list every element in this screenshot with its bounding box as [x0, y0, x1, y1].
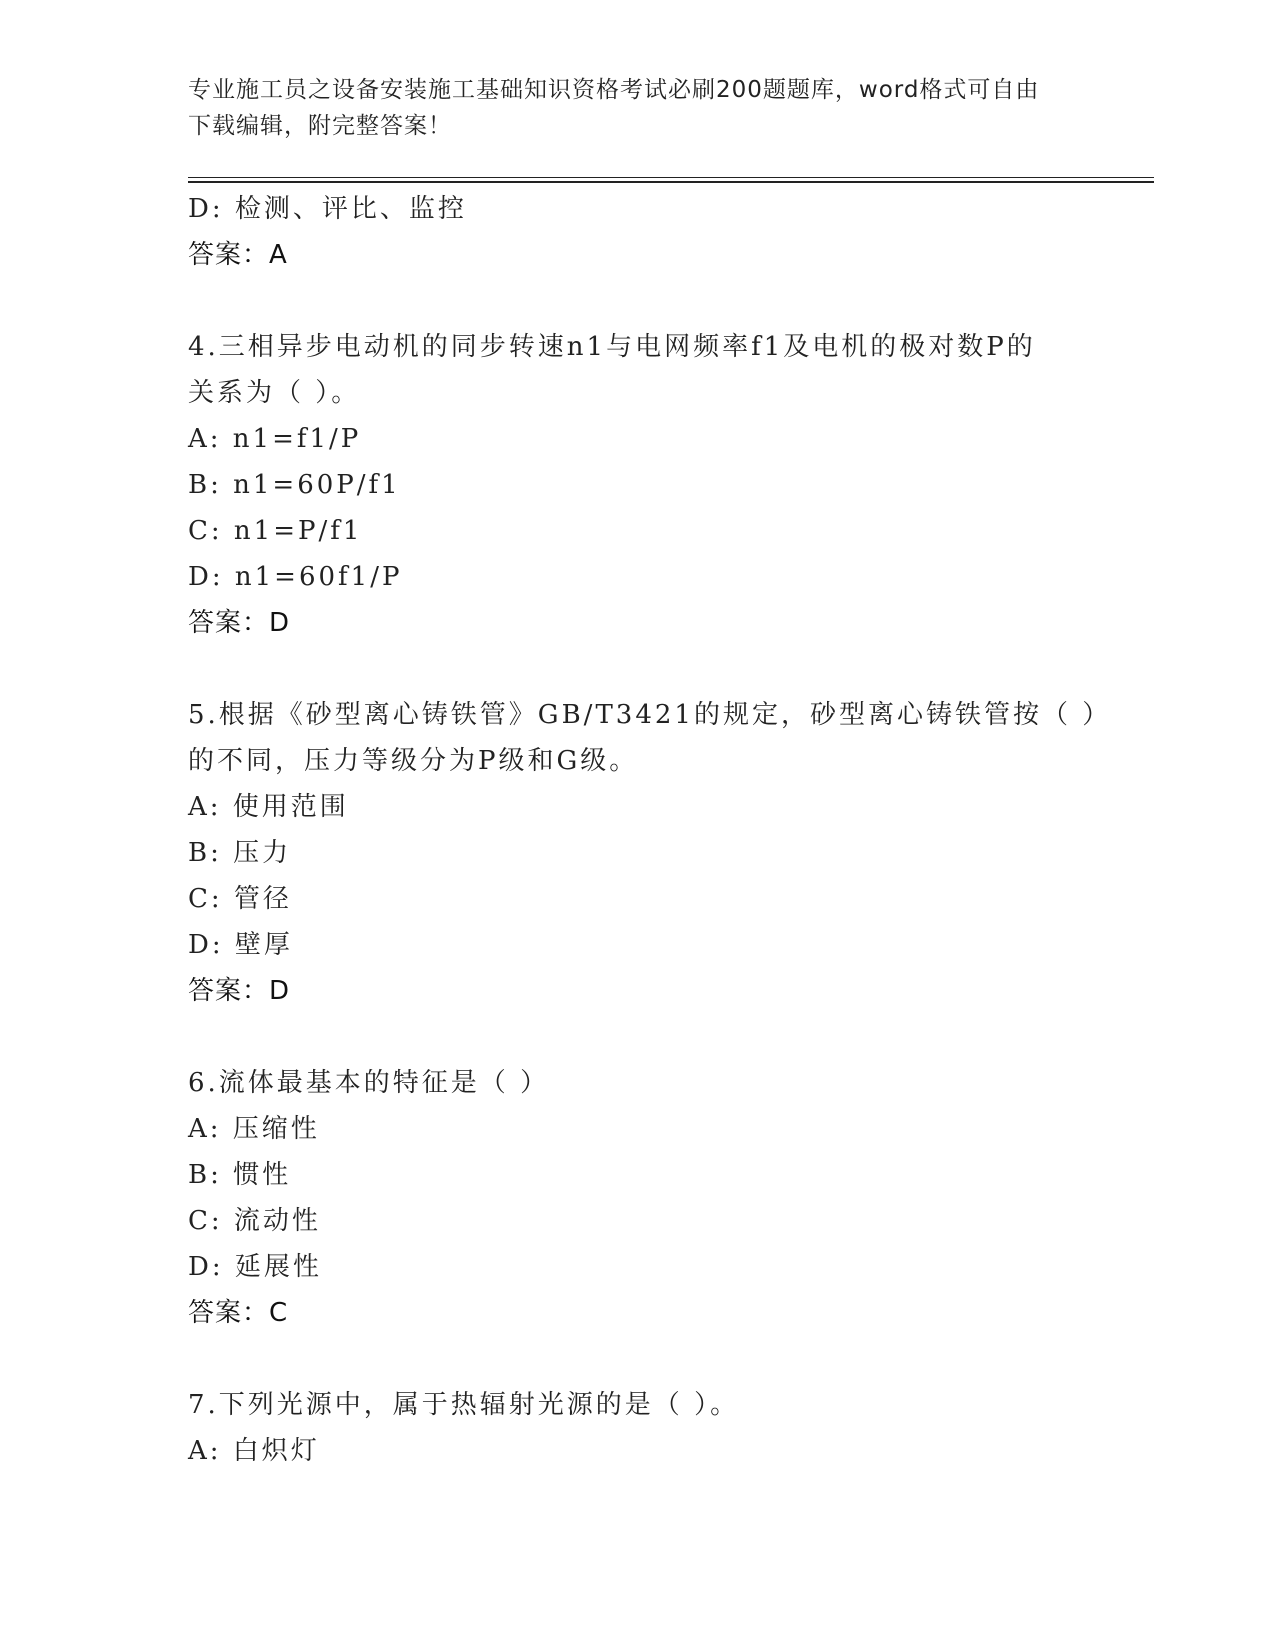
- document-body: [188, 186, 1112, 1474]
- document-header: [188, 72, 1068, 144]
- header-rule-thick: [188, 181, 1154, 183]
- question-5-answer: 答案：D: [188, 976, 291, 1006]
- question-4-option-c: C: n1=P/f1: [188, 516, 363, 546]
- option-d: D: 检测、评比、监控: [188, 194, 467, 224]
- question-4-text-line1: 4.三相异步电动机的同步转速n1与电网频率f1及电机的极对数P的: [188, 332, 1036, 362]
- header-title-line2: 下载编辑，附完整答案！: [188, 113, 452, 139]
- answer-text: 答案：A: [188, 240, 288, 270]
- question-5-text-line2: 的不同，压力等级分为P级和G级。: [188, 746, 639, 776]
- question-6-option-a: A: 压缩性: [188, 1114, 320, 1144]
- question-6-text-line1: 6.流体最基本的特征是（ ）: [188, 1068, 550, 1098]
- question-4-text-line2: 关系为（ ）。: [188, 378, 361, 408]
- question-4-option-b: B: n1=60P/f1: [188, 470, 401, 500]
- question-4-option-d: D: n1=60f1/P: [188, 562, 403, 592]
- question-6-answer: 答案：C: [188, 1298, 289, 1328]
- header-rule-thin: [188, 177, 1154, 178]
- question-7-option-a: A: 白炽灯: [188, 1436, 320, 1466]
- question-4-answer: 答案：D: [188, 608, 291, 638]
- question-5-option-b: B: 压力: [188, 838, 292, 868]
- question-5-option-c: C: 管径: [188, 884, 292, 914]
- header-title-line1: 专业施工员之设备安装施工基础知识资格考试必刷200题题库，word格式可自由: [188, 77, 1040, 103]
- question-6-option-d: D: 延展性: [188, 1252, 322, 1282]
- question-6-option-b: B: 惯性: [188, 1160, 292, 1190]
- question-5-text-line1: 5.根据《砂型离心铸铁管》GB/T3421的规定，砂型离心铸铁管按（ ）: [188, 700, 1112, 730]
- question-7-text-line1: 7.下列光源中，属于热辐射光源的是（ ）。: [188, 1390, 740, 1420]
- question-5-option-d: D: 壁厚: [188, 930, 293, 960]
- question-5-option-a: A: 使用范围: [188, 792, 349, 822]
- question-4-option-a: A: n1=f1/P: [188, 424, 362, 454]
- question-6-option-c: C: 流动性: [188, 1206, 321, 1236]
